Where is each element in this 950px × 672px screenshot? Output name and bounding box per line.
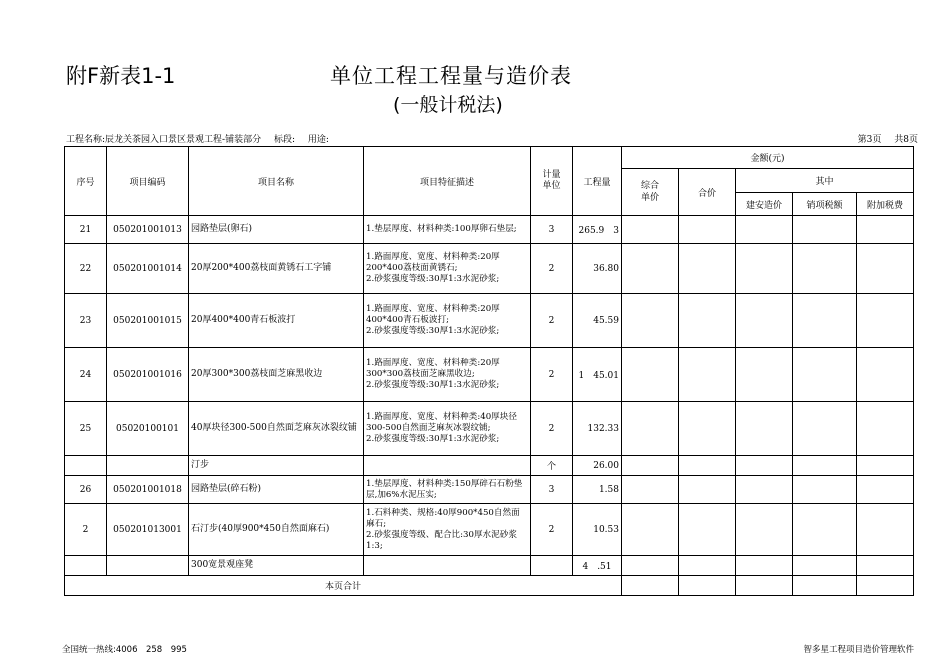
header-total: 合价 [679,169,736,216]
header-among: 其中 [736,169,914,193]
table-row [65,348,914,402]
row-qty: 10.53 [573,504,622,556]
row-qty: 36.80 [573,244,622,294]
row-unit: 3 [531,216,573,244]
row-code: 050201001015 [107,294,189,348]
row-seq: 24 [65,348,107,402]
row-seq: 23 [65,294,107,348]
project-name: 工程名称:辰龙关茶园入口景区景观工程-铺装部分 [66,135,262,145]
table-row [65,504,914,556]
software-name: 智多星工程项目造价管理软件 [803,645,914,655]
row-code [107,456,189,476]
row-seq: 2 [65,504,107,556]
table-row [65,244,914,294]
row-qty: 1 45.01 [573,348,622,402]
row-name: 园路垫层(碎石粉) [189,476,364,504]
row-name: 300宽景观座凳 [189,556,364,576]
row-name: 石汀步(40厚900*450自然面麻石) [189,504,364,556]
total-pages: 共8页 [894,135,918,145]
page-title: 单位工程工程量与造价表 [330,64,572,88]
header-extra-tax: 附加税费 [857,193,914,216]
row-seq: 25 [65,402,107,456]
table-row [65,402,914,456]
row-code: 050201001018 [107,476,189,504]
row-code [107,556,189,576]
row-seq [65,556,107,576]
row-unit [531,556,573,576]
hotline: 全国统一热线:4006 258 995 [62,645,187,655]
row-desc: 1.路面厚度、宽度、材料种类:40厚块径300-500自然面芝麻灰冰裂纹铺; 2.砂浆强度等级:30厚1:3水泥砂浆; [364,402,531,456]
row-qty: 4 .51 [573,556,622,576]
row-desc: 1.路面厚度、宽度、材料种类:20厚300*300荔枝面芝麻黑收边; 2.砂浆强度等级:30厚1:3水泥砂浆; [364,348,531,402]
row-seq: 26 [65,476,107,504]
usage-label: 用途: [307,135,329,145]
row-desc: 1.垫层厚度、材料种类:100厚卵石垫层; [364,216,531,244]
row-qty: 26.00 [573,456,622,476]
row-desc: 1.垫层厚度、材料种类:150厚碎石石粉垫层,加6%水泥压实; [364,476,531,504]
subtotal-label: 本页合计 [65,576,622,596]
row-qty: 45.59 [573,294,622,348]
header-seq: 序号 [65,147,107,216]
row-qty: 132.33 [573,402,622,456]
row-unit: 2 [531,348,573,402]
row-code: 050201001016 [107,348,189,402]
row-qty: 265.9 3 [573,216,622,244]
row-unit: 2 [531,402,573,456]
project-info-line [66,132,918,146]
row-name: 20厚200*400荔枝面黄锈石工字铺 [189,244,364,294]
row-unit: 2 [531,504,573,556]
header-name: 项目名称 [189,147,364,216]
row-name: 20厚400*400青石板波打 [189,294,364,348]
header-amount: 金额(元) [622,147,914,169]
row-code: 05020100101 [107,402,189,456]
row-name: 园路垫层(卵石) [189,216,364,244]
table-row [65,456,914,476]
table-row [65,556,914,576]
table-row [65,294,914,348]
row-desc [364,456,531,476]
row-code: 050201013001 [107,504,189,556]
form-code: 附F新表1-1 [66,64,176,88]
section-label: 标段: [273,135,295,145]
table-row [65,476,914,504]
header-unit-price: 综合 单价 [622,169,679,216]
header-code: 项目编码 [107,147,189,216]
row-name: 20厚300*300荔枝面芝麻黑收边 [189,348,364,402]
row-unit: 2 [531,294,573,348]
header-build-cost: 建安造价 [736,193,793,216]
row-code: 050201001014 [107,244,189,294]
row-unit: 2 [531,244,573,294]
row-name: 汀步 [189,456,364,476]
row-unit: 3 [531,476,573,504]
row-seq [65,456,107,476]
row-desc: 1.路面厚度、宽度、材料种类:20厚200*400荔枝面黄锈石; 2.砂浆强度等级:30厚1:3水泥砂浆; [364,244,531,294]
header-qty: 工程量 [573,147,622,216]
row-desc [364,556,531,576]
row-seq: 21 [65,216,107,244]
row-code: 050201001013 [107,216,189,244]
row-unit: 个 [531,456,573,476]
row-desc: 1.石料种类、规格:40厚900*450自然面麻石; 2.砂浆强度等级、配合比:30厚水泥砂浆1:3; [364,504,531,556]
page-number: 第3页 [857,135,882,145]
row-desc: 1.路面厚度、宽度、材料种类:20厚400*400青石板波打; 2.砂浆强度等级:30厚1:3水泥砂浆; [364,294,531,348]
row-seq: 22 [65,244,107,294]
subtotal-row [65,576,914,596]
table-row [65,216,914,244]
header-unit: 计量 单位 [531,147,573,216]
header-output-tax: 销项税额 [793,193,857,216]
header-desc: 项目特征描述 [364,147,531,216]
quantity-cost-table [64,146,914,596]
row-name: 40厚块径300-500自然面芝麻灰冰裂纹铺 [189,402,364,456]
page-subtitle: (一般计税法) [393,94,503,116]
row-qty: 1.58 [573,476,622,504]
